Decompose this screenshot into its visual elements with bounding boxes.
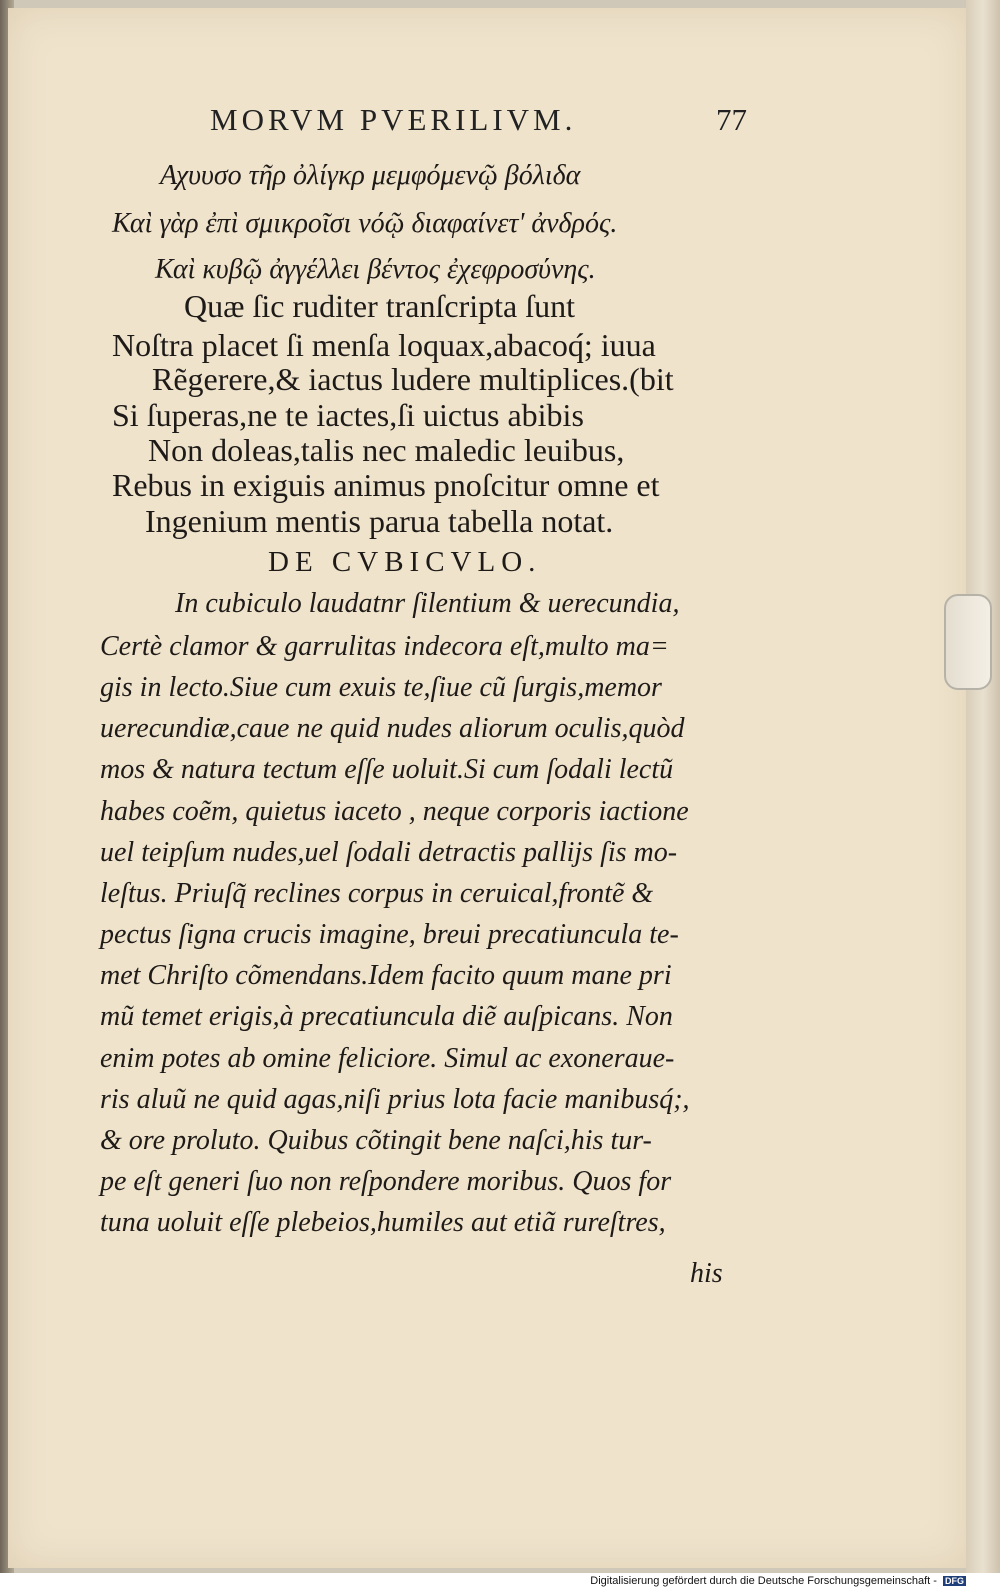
prose-line: uel teipſum nudes,uel ſodali detractis pallijs ſis mo- [100, 837, 678, 868]
prose-line: mũ temet erigis,à precatiuncula diẽ auſpicans. Non [100, 1001, 673, 1032]
prose-line: leſtus. Priuſq̃ reclines corpus in ceruical,frontẽ & [100, 878, 654, 909]
verse-line: Ingenium mentis parua tabella notat. [145, 503, 614, 539]
prose-line: Certè clamor & garrulitas indecora eſt,multo ma= [100, 631, 669, 662]
verse-line: Noſtra placet ſi menſa loquax,abacoq́; iuua [112, 327, 656, 363]
prose-line: & ore proluto. Quibus cõtingit bene naſci,his tur- [100, 1125, 652, 1156]
prose-line: gis in lecto.Siue cum exuis te,ſiue cũ ſurgis,memor [100, 672, 662, 703]
prose-line: habes coẽm, quietus iaceto , neque corporis iactione [100, 796, 689, 827]
folio-number: 77 [716, 102, 747, 137]
catchword: his [690, 1258, 723, 1289]
greek-line: Αχυυσο τῆρ ὀλίγκρ μεμφόμενῷ βόλιδα [160, 160, 581, 191]
page-clip [944, 594, 992, 690]
prose-line: In cubiculo laudatnr ſilentium & uerecundia, [175, 588, 680, 619]
book-page [8, 8, 970, 1568]
prose-line: pe eſt generi ſuo non reſpondere moribus. Quos for [100, 1166, 672, 1197]
greek-line: Καὶ κυβῷ ἀγγέλλει βέντος ἐχεφροσύνης. [155, 254, 596, 285]
dfg-logo: DFG [945, 1576, 964, 1586]
prose-line: uerecundiæ,caue ne quid nudes aliorum oculis,quòd [100, 713, 685, 744]
verse-line: Quæ ſic ruditer tranſcripta ſunt [184, 288, 575, 324]
section-heading: DE CVBICVLO. [268, 546, 542, 578]
prose-line: met Chriſto cõmendans.Idem facito quum mane pri [100, 960, 672, 991]
verse-line: Si ſuperas,ne te iactes,ſi uictus abibis [112, 397, 584, 433]
page-edge-stack [966, 0, 1000, 1573]
running-header [210, 102, 770, 138]
greek-line: Καὶ γὰρ ἐπὶ σμικροῖσι νόῷ διαφαίνετ' ἀνδρός. [112, 208, 618, 239]
verse-line: Rebus in exiguis animus pnoſcitur omne et [112, 467, 660, 503]
running-title: MORVM PVERILIVM. [210, 102, 577, 137]
verse-line: Rẽgerere,& iactus ludere multiplices.(bit [152, 361, 674, 397]
verse-line: Non doleas,talis nec maledic leuibus, [148, 432, 625, 468]
prose-line: ris aluũ ne quid agas,niſi prius lota facie manibusq́;, [100, 1084, 690, 1115]
prose-line: pectus ſigna crucis imagine, breui precatiuncula te- [100, 919, 679, 950]
footer-text: Digitalisierung gefördert durch die Deutsche Forschungsgemeinschaft - [590, 1575, 937, 1587]
prose-line: enim potes ab omine feliciore. Simul ac exoneraue- [100, 1043, 675, 1074]
prose-line: mos & natura tectum eſſe uoluit.Si cum ſodali lectũ [100, 754, 674, 785]
prose-line: tuna uoluit eſſe plebeios,humiles aut etiã rureſtres, [100, 1207, 666, 1238]
digitization-footer [590, 1575, 966, 1587]
